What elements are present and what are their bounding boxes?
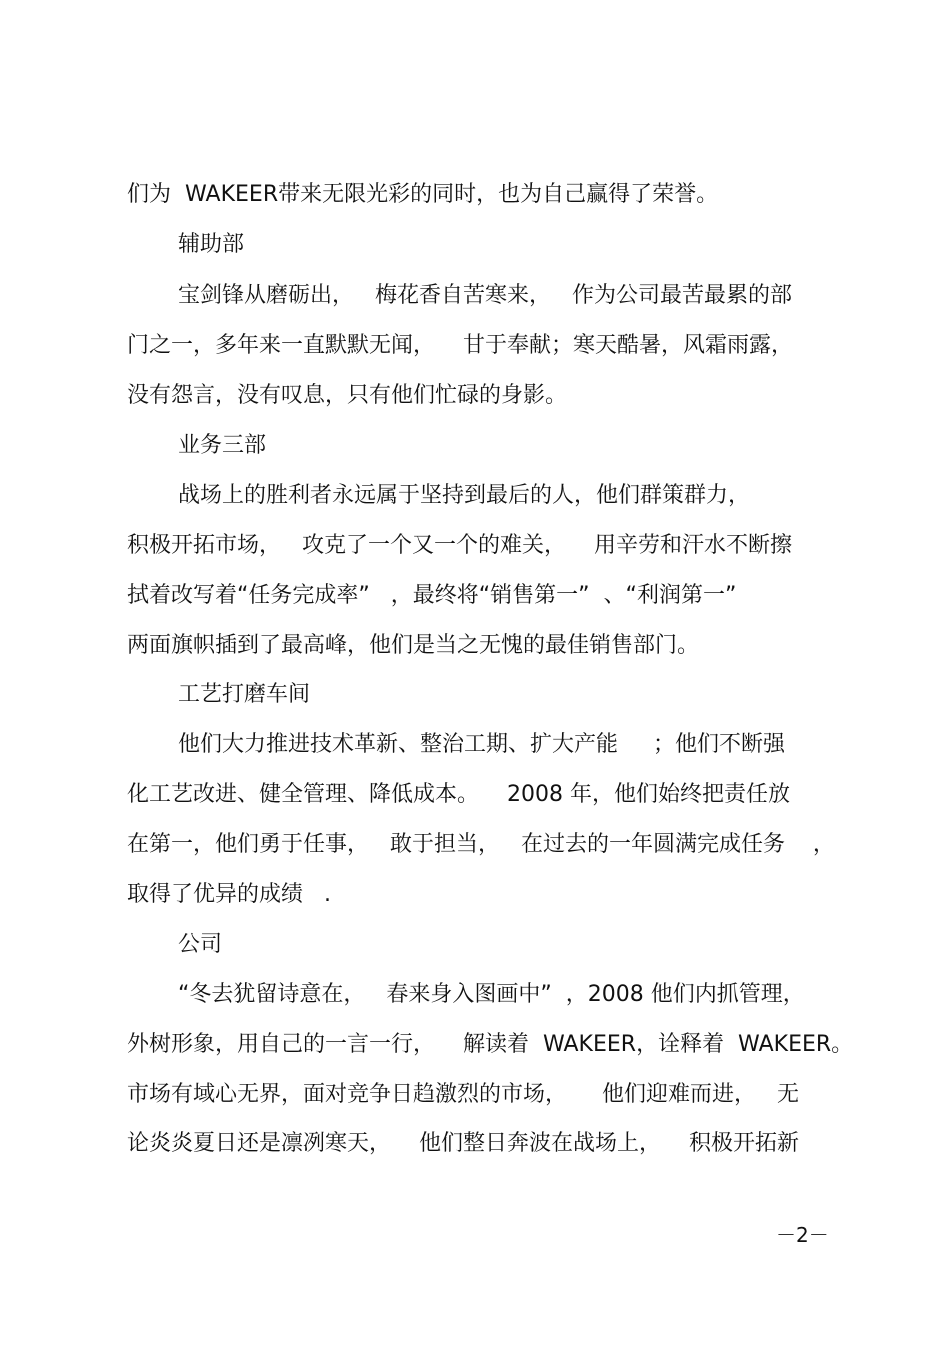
body-text-line: 外树形象，用自己的一言一行， 解读着 WAKEER，诠释着 WAKEER。 (127, 1032, 854, 1057)
section-heading-business-three: 业务三部 (178, 433, 267, 458)
body-text-line: 他们大力推进技术革新、整治工期、扩大产能 ；他们不断强 (178, 732, 785, 757)
body-text-line: 战场上的胜利者永远属于坚持到最后的人，他们群策群力， (178, 483, 751, 508)
body-text-line: 化工艺改进、健全管理、降低成本。 2008 年，他们始终把责任放 (127, 782, 790, 807)
body-text-line: 取得了优异的成绩 . (127, 882, 331, 907)
body-text-line: 论炎炎夏日还是凛冽寒天， 他们整日奔波在战场上， 积极开拓新 (127, 1131, 799, 1156)
body-text-line: 拭着改写着“任务完成率” ，最终将“销售第一” 、“利润第一” (127, 583, 737, 608)
section-heading-workshop: 工艺打磨车间 (178, 682, 311, 707)
body-text-line: 没有怨言，没有叹息，只有他们忙碌的身影。 (127, 383, 568, 408)
section-heading-company: 公司 (178, 932, 223, 957)
body-text-line: 两面旗帜插到了最高峰，他们是当之无愧的最佳销售部门。 (127, 633, 700, 658)
body-text-line: “冬去犹留诗意在， 春来身入图画中” ，2008 他们内抓管理， (178, 982, 805, 1007)
body-text-line: 门之一，多年来一直默默无闻， 甘于奉献；寒天酷暑，风霜雨露， (127, 333, 793, 358)
body-text-line: 市场有域心无界，面对竞争日趋激烈的市场， 他们迎难而进， 无 (127, 1082, 799, 1107)
body-text-line: 们为 WAKEER带来无限光彩的同时，也为自己赢得了荣誉。 (127, 182, 719, 207)
body-text-line: 宝剑锋从磨砺出， 梅花香自苦寒来， 作为公司最苦最累的部 (178, 283, 792, 308)
body-text-line: 积极开拓市场， 攻克了一个又一个的难关， 用辛劳和汗水不断擦 (127, 533, 792, 558)
section-heading-auxiliary: 辅助部 (178, 232, 245, 257)
page-number: －2－ (776, 1223, 829, 1247)
body-text-line: 在第一，他们勇于任事， 敢于担当， 在过去的一年圆满完成任务 ， (127, 832, 835, 857)
